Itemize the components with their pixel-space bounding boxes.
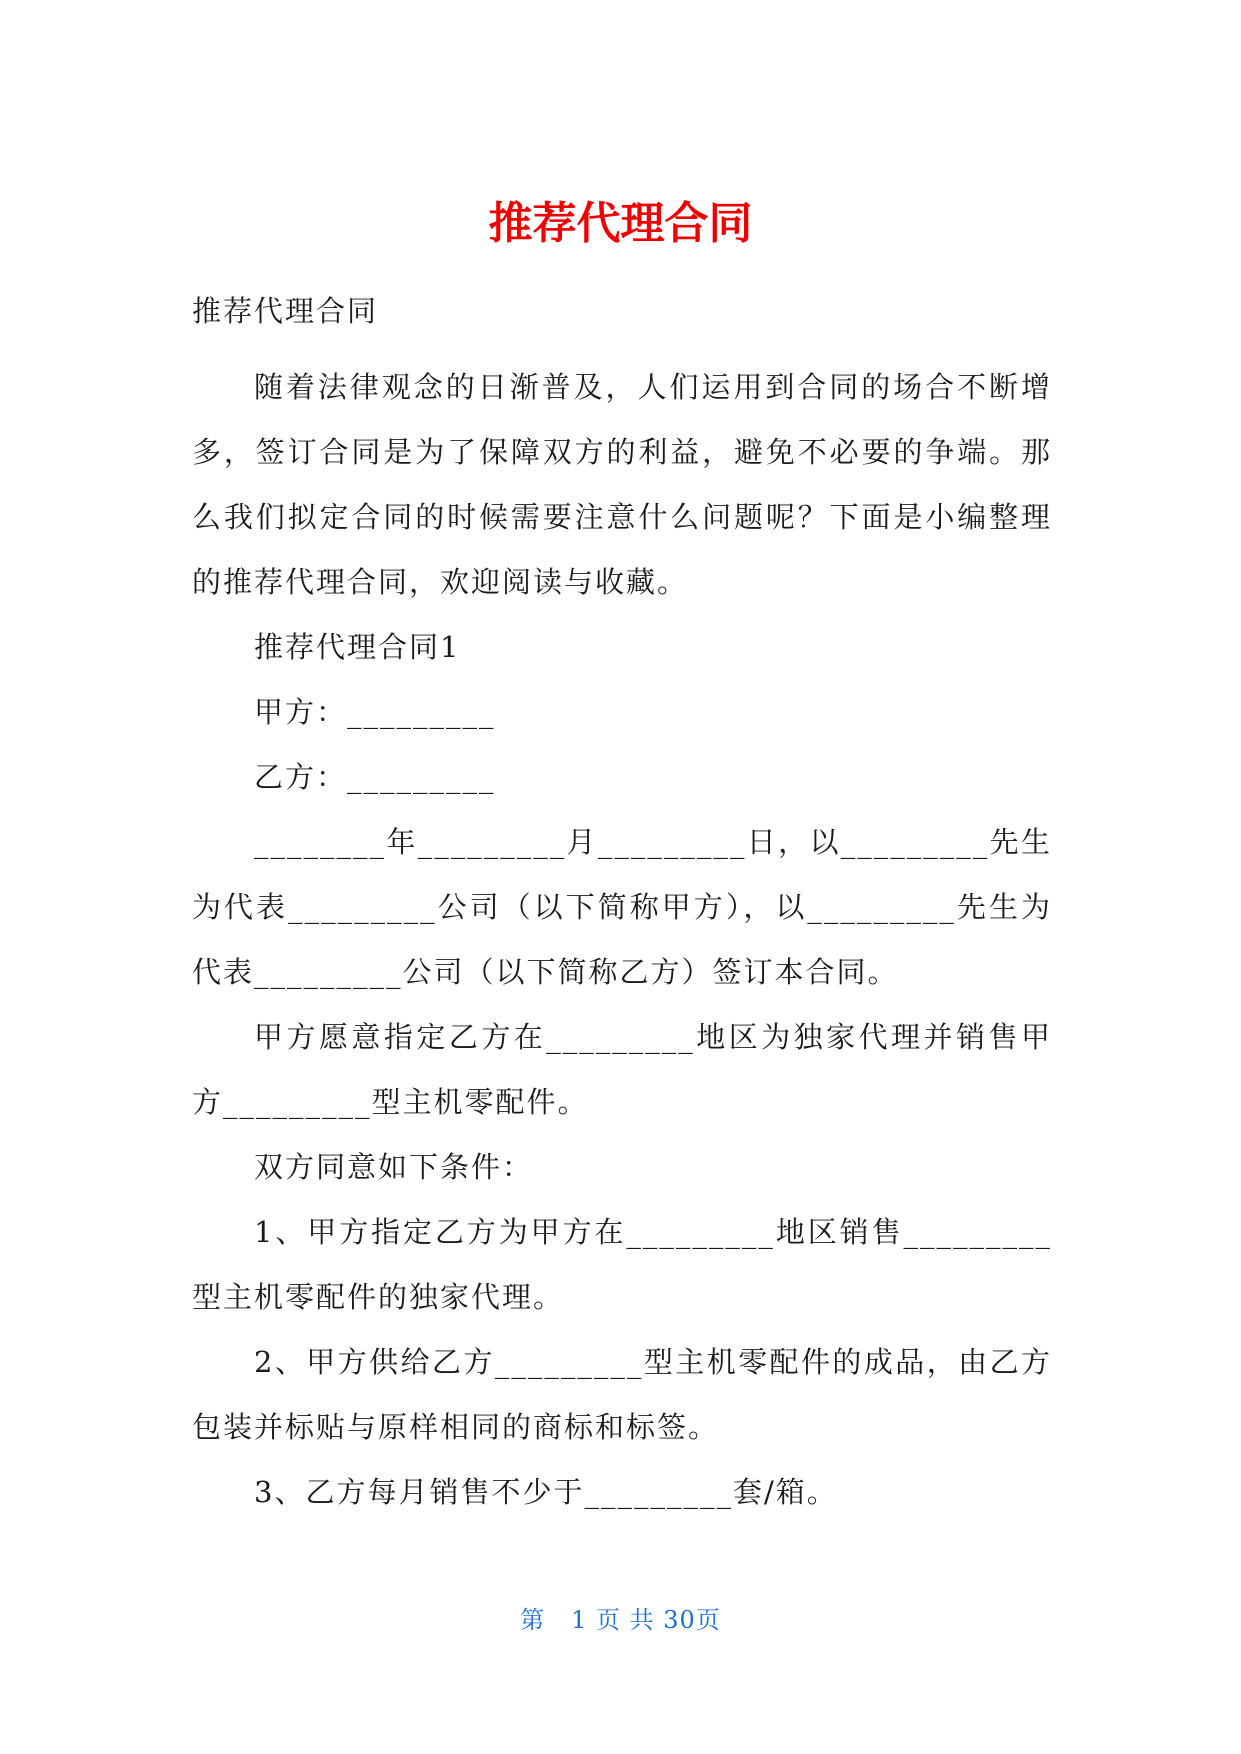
footer-total-pages: 30 — [663, 1606, 696, 1634]
footer-middle: 页 共 — [595, 1606, 655, 1634]
document-title: 推荐代理合同 — [488, 198, 753, 249]
page-footer — [0, 1600, 1241, 1635]
paragraph-clause-3: 3、乙方每月销售不少于_________套/箱。 — [254, 1475, 838, 1509]
paragraph-conditions-intro: 双方同意如下条件： — [254, 1150, 534, 1184]
footer-prefix: 第 — [520, 1606, 546, 1634]
paragraph-clause-2: 2、甲方供给乙方_________型主机零配件的成品，由乙方包装并标贴与原样相同的商标和标签。 — [192, 1345, 1052, 1444]
paragraph-party-a: 甲方：_________ — [254, 695, 496, 729]
footer-suffix: 页 — [695, 1606, 721, 1634]
document-body — [192, 290, 1052, 1525]
paragraph-appointment: 甲方愿意指定乙方在_________地区为独家代理并销售甲方_________型主机零配件。 — [192, 1020, 1052, 1119]
paragraph-agreement-date: ________年_________月_________日，以_________先生为代表_________公司（以下简称甲方），以_________先生为代表_________公司（以下简称乙方）签订本合同。 — [192, 825, 1052, 989]
paragraph-heading: 推荐代理合同 — [192, 294, 379, 328]
footer-current-page: 1 — [571, 1606, 588, 1634]
paragraph-intro: 随着法律观念的日渐普及，人们运用到合同的场合不断增多，签订合同是为了保障双方的利益，避免不必要的争端。那么我们拟定合同的时候需要注意什么问题呢？下面是小编整理的推荐代理合同，欢迎阅读与收藏。 — [192, 370, 1052, 599]
paragraph-party-b: 乙方：_________ — [254, 760, 496, 794]
paragraph-clause-1: 1、甲方指定乙方为甲方在_________地区销售_________型主机零配件的独家代理。 — [192, 1215, 1052, 1314]
paragraph-contract-number: 推荐代理合同1 — [254, 630, 461, 664]
